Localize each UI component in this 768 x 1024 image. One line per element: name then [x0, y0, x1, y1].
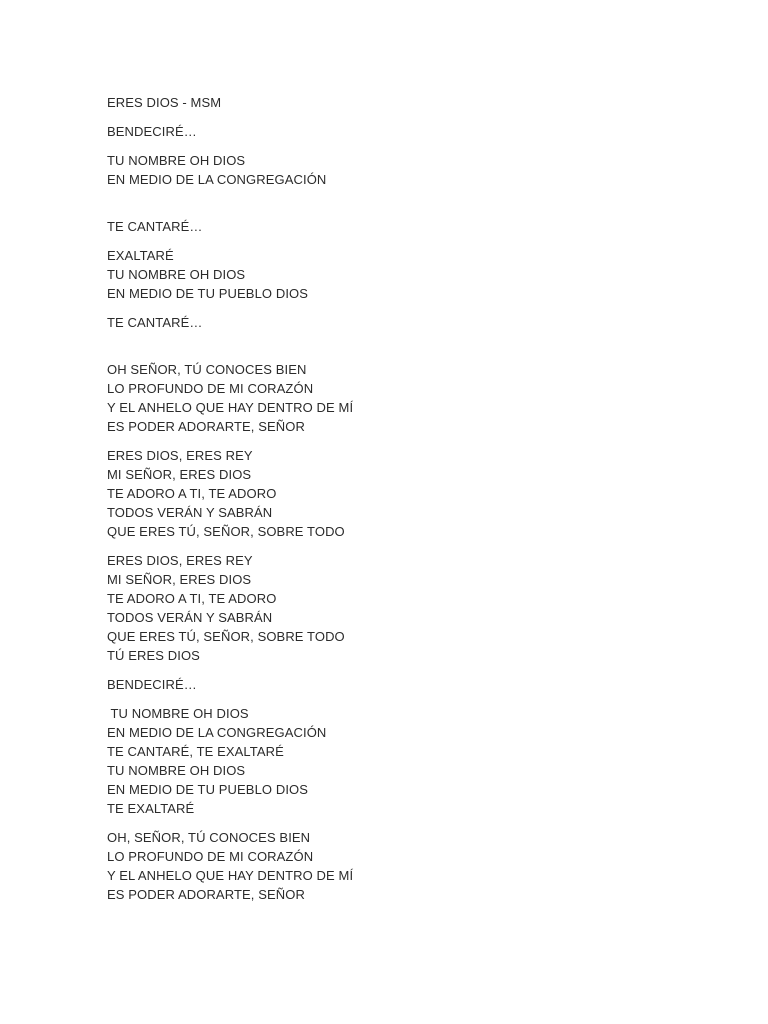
lyric-line: ES PODER ADORARTE, SEÑOR [107, 419, 305, 434]
lyric-line: EXALTARÉ [107, 248, 174, 263]
lyric-line: TU NOMBRE OH DIOS [107, 706, 249, 721]
lyric-line: TU NOMBRE OH DIOS [107, 763, 246, 778]
lyric-line: EN MEDIO DE LA CONGREGACIÓN [107, 725, 327, 740]
lyric-line: QUE ERES TÚ, SEÑOR, SOBRE TODO [107, 629, 345, 644]
lyric-line: TE CANTARÉ… [107, 219, 203, 234]
lyric-line: MI SEÑOR, ERES DIOS [107, 572, 252, 587]
lyric-line: BENDECIRÉ… [107, 124, 197, 139]
stanza [107, 675, 707, 694]
lyric-line: ERES DIOS, ERES REY [107, 448, 253, 463]
lyric-line: LO PROFUNDO DE MI CORAZÓN [107, 381, 314, 396]
lyric-line: ES PODER ADORARTE, SEÑOR [107, 887, 305, 902]
stanza [107, 360, 707, 436]
lyrics-body [107, 93, 707, 914]
lyric-line: EN MEDIO DE TU PUEBLO DIOS [107, 782, 309, 797]
lyric-line: TE CANTARÉ, TE EXALTARÉ [107, 744, 284, 759]
lyric-line: OH, SEÑOR, TÚ CONOCES BIEN [107, 830, 311, 845]
lyric-line: TÚ ERES DIOS [107, 648, 200, 663]
lyric-line: ERES DIOS, ERES REY [107, 553, 253, 568]
stanza [107, 151, 707, 189]
song-title: ERES DIOS - MSM [107, 95, 222, 110]
lyric-line: LO PROFUNDO DE MI CORAZÓN [107, 849, 314, 864]
lyric-line: TE ADORO A TI, TE ADORO [107, 486, 277, 501]
stanza [107, 704, 707, 818]
lyric-line: TODOS VERÁN Y SABRÁN [107, 505, 273, 520]
lyric-line: OH SEÑOR, TÚ CONOCES BIEN [107, 362, 307, 377]
lyric-line: MI SEÑOR, ERES DIOS [107, 467, 252, 482]
title-block [107, 93, 707, 112]
lyric-line: Y EL ANHELO QUE HAY DENTRO DE MÍ [107, 868, 354, 883]
lyric-line: BENDECIRÉ… [107, 677, 197, 692]
lyric-line: Y EL ANHELO QUE HAY DENTRO DE MÍ [107, 400, 354, 415]
lyric-line: TU NOMBRE OH DIOS [107, 267, 246, 282]
lyric-line: TE ADORO A TI, TE ADORO [107, 591, 277, 606]
lyric-line: EN MEDIO DE TU PUEBLO DIOS [107, 286, 309, 301]
stanza [107, 217, 707, 236]
stanza [107, 122, 707, 141]
stanza [107, 551, 707, 665]
stanza [107, 313, 707, 332]
stanza [107, 828, 707, 904]
stanza [107, 446, 707, 541]
lyric-line: TU NOMBRE OH DIOS [107, 153, 246, 168]
stanza [107, 246, 707, 303]
lyric-line: TE CANTARÉ… [107, 315, 203, 330]
lyric-line: TE EXALTARÉ [107, 801, 195, 816]
lyric-line: QUE ERES TÚ, SEÑOR, SOBRE TODO [107, 524, 345, 539]
lyric-line: EN MEDIO DE LA CONGREGACIÓN [107, 172, 327, 187]
lyric-line: TODOS VERÁN Y SABRÁN [107, 610, 273, 625]
